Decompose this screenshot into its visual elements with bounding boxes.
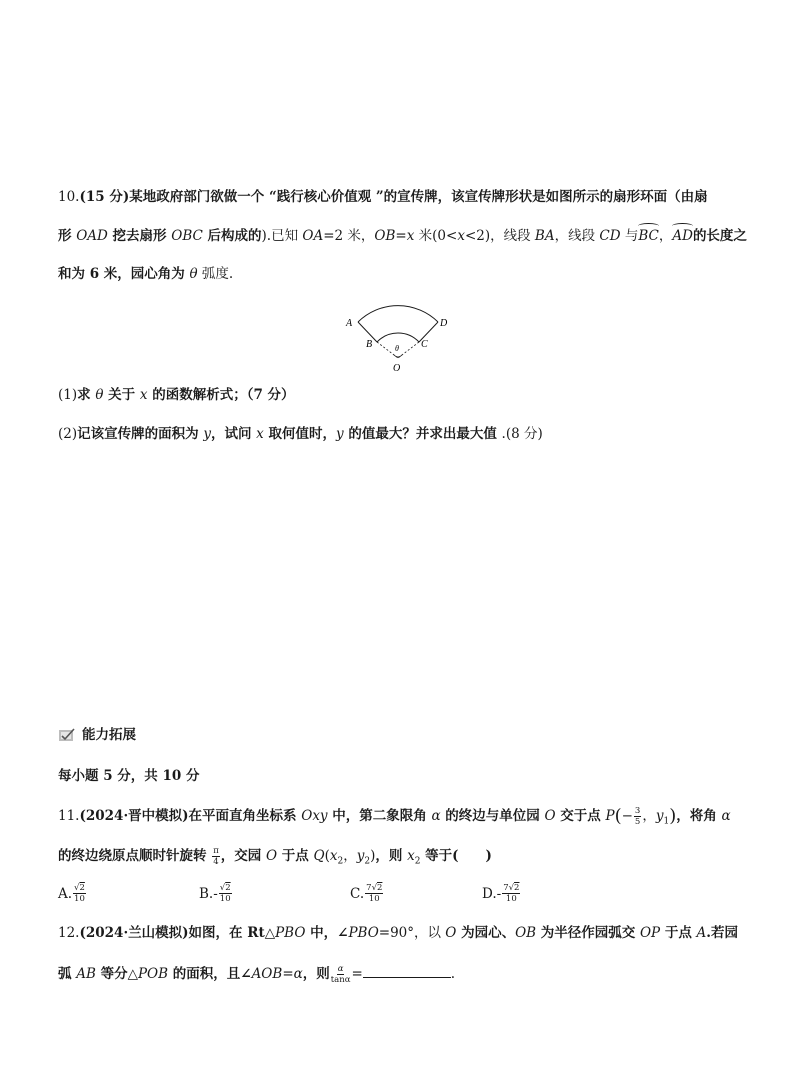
label-d: D [440, 318, 448, 329]
sector-annulus-figure [336, 300, 461, 378]
arc-bc: BC [638, 228, 659, 244]
label-o: O [393, 363, 401, 374]
q11-options [58, 883, 758, 911]
option-d[interactable]: D. - $\frac{7√2}{10}$ [482, 883, 520, 904]
fraction-3-5: $\frac{3}{5}$ [634, 806, 641, 827]
inner-arc-bc [377, 333, 419, 342]
q10-part1: (1)求 θ 关于 x 的函数解析式；（7 分） [58, 387, 295, 403]
q10-line2: 形 OAD 挖去扇形 OBC 后构成的).已知 OA=2 米，OB=x 米(0<x<2)，线段 BA，线段 CD 与BC，AD的长度之 [58, 228, 747, 244]
label-c: C [421, 339, 428, 350]
section-subtitle: 每小题 5 分，共 10 分 [58, 768, 200, 784]
q10-part2: (2)记该宣传牌的面积为 y，试问 x 取何值时，y 的值最大？并求出最大值 .(8 分) [58, 426, 543, 442]
q11-line2: 的终边绕原点顺时针旋转 $\frac{\pi}{4}$ ，交园 O 于点 $Q(x_2$，$y_2$)，则 $x_2$ 等于( ) [58, 846, 492, 867]
q12-line2: 弧 AB 等分△POB 的面积，且∠AOB=α，则 $\frac{\alpha}{\tan\alpha}$ = . [58, 964, 456, 985]
q12-line1: 12.(2024·兰山模拟)如图，在 Rt△PBO 中，∠PBO=90°，以 O 为园心、OB 为半径作园弧交 OP 于点 A.若园 [58, 925, 738, 941]
option-c[interactable]: C. $\frac{7√2}{10}$ [350, 883, 383, 904]
q11-line1: 11.(2024·晋中模拟)在平面直角坐标系 Oxy 中，第二象限角 α 的终边与单位园 O 交于点 P(− $\frac{3}{5}$ ，$y_1$)，将角 α [58, 805, 731, 827]
angle-mark [394, 355, 402, 357]
fraction-pi-4: $\frac{\pi}{4}$ [213, 846, 219, 867]
section-title: 能力拓展 [82, 727, 136, 743]
q10-line1: 10.(15 分)某地政府部门欲做一个 “践行核心价值观 ”的宣传牌，该宣传牌形状是如图所示的扇形环面（由扇 [58, 189, 708, 205]
arc-ad: AD [672, 228, 693, 244]
section-header [58, 725, 744, 745]
q10-line3: 和为 6 米，园心角为 θ 弧度. [58, 266, 234, 282]
label-theta: θ [395, 344, 399, 353]
option-b[interactable]: B. - $\frac{√2}{10}$ [199, 883, 231, 904]
check-book-icon [58, 728, 76, 742]
label-a: A [346, 318, 353, 329]
outer-arc-ad [358, 306, 438, 322]
option-a[interactable]: A. $\frac{√2}{10}$ [58, 883, 85, 904]
answer-blank[interactable] [363, 963, 451, 978]
label-b: B [366, 339, 373, 350]
fraction-alpha-tan: $\frac{\alpha}{\tan\alpha}$ [330, 964, 351, 985]
